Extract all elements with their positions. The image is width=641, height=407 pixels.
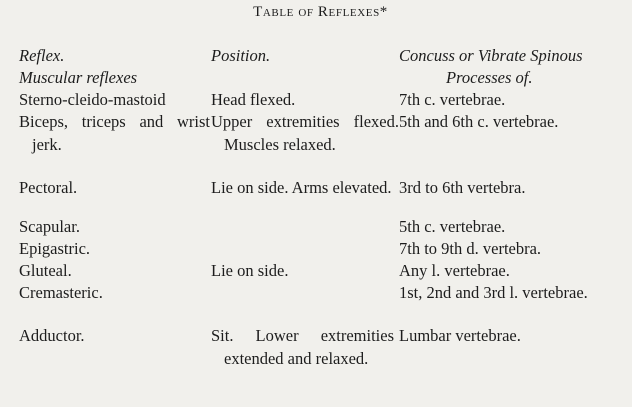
table-row-reflex: Cremasteric. — [19, 283, 103, 302]
table-row-reflex: Gluteal. — [19, 261, 72, 280]
table-row-processes: 7th c. vertebrae. — [399, 90, 506, 109]
page-edge — [632, 0, 641, 407]
table-row-reflex: Scapular. — [19, 217, 80, 236]
table-title-text: Table of Reflexes* — [253, 4, 388, 20]
table-row-position: Sit. Lower extremities extended and relaxed. — [211, 326, 394, 368]
table-row-position: Lie on side. Arms elevated. — [211, 178, 392, 197]
header-concuss-line2: Processes of. — [446, 68, 533, 87]
table-title — [0, 4, 641, 21]
table-row-position: Head flexed. — [211, 90, 296, 109]
table-row-processes: 5th c. vertebrae. — [399, 217, 506, 236]
table-row-position: Lie on side. — [211, 261, 289, 280]
table-row-reflex: Epigastric. — [19, 239, 91, 258]
header-concuss-line1: Concuss or Vibrate Spinous — [399, 46, 583, 65]
table-row-processes: Lumbar vertebrae. — [399, 326, 521, 345]
table-row-processes: 7th to 9th d. vertebra. — [399, 239, 542, 258]
table-row-processes: 1st, 2nd and 3rd l. vertebrae. — [399, 283, 588, 302]
table-row-reflex: Biceps, triceps and wrist jerk. — [19, 112, 210, 154]
table-row-processes: 3rd to 6th vertebra. — [399, 178, 526, 197]
table-row-processes: 5th and 6th c. vertebrae. — [399, 112, 559, 131]
table-row-reflex: Pectoral. — [19, 178, 78, 197]
header-reflex: Reflex. — [19, 46, 65, 65]
table-row-reflex: Adductor. — [19, 326, 85, 345]
table-row-reflex: Sterno-cleido-mastoid — [19, 90, 166, 109]
header-muscular-reflexes: Muscular reflexes — [19, 68, 138, 87]
header-position: Position. — [211, 46, 271, 65]
table-row-processes: Any l. vertebrae. — [399, 261, 510, 280]
table-row-position: Upper extremities flexed. Muscles relaxed. — [211, 112, 399, 154]
